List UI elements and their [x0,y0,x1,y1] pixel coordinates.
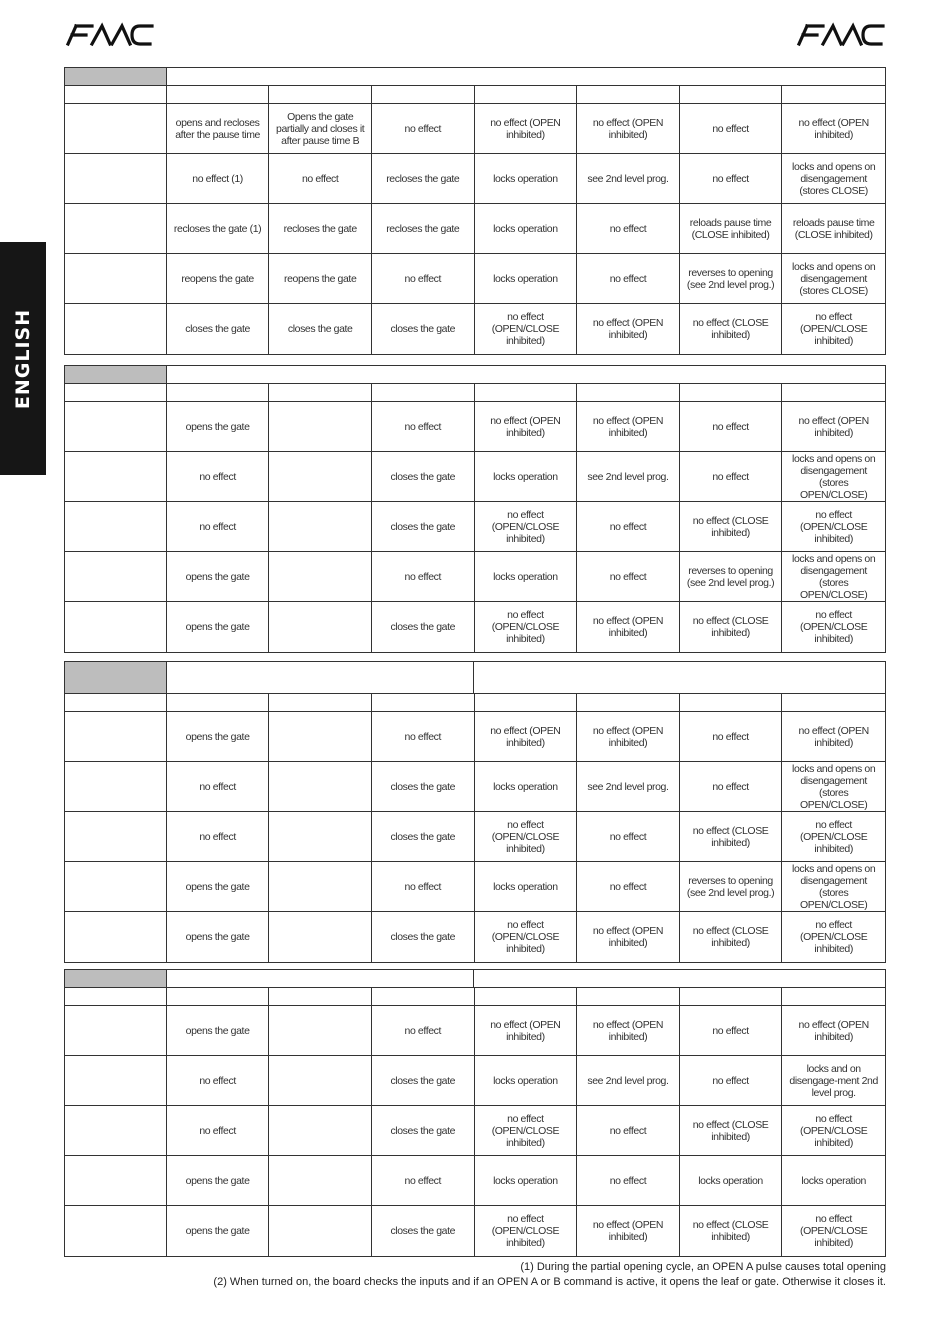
logic-table-2 [64,365,886,653]
table-cell: locks and opens on disengagement (stores CLOSE) [792,260,876,297]
table-cell: no effect [680,104,783,153]
table-cell [269,1056,372,1105]
table-cell [577,384,680,401]
table-cell [475,988,578,1005]
table-cell: opens the gate [167,402,270,451]
table-cell: closes the gate [372,304,475,354]
table-cell: no effect [577,552,680,601]
table-cell: no effect (OPEN/CLOSE inhibited) [475,912,578,962]
language-side-tab [0,242,46,475]
table-cell: no effect [372,254,475,303]
table-cell: locks operation [475,154,578,203]
table-cell: no effect [167,812,270,861]
table-cell: no effect (OPEN/CLOSE inhibited) [475,1106,578,1155]
table-cell: locks and opens on disengagement (stores OPEN/CLOSE) [792,762,876,811]
table-cell [65,988,167,1005]
faac-logo-left [62,18,157,50]
table-cell [269,988,372,1005]
table-cell [269,602,372,652]
table-cell: closes the gate [167,304,270,354]
table-cell: no effect (OPEN/CLOSE inhibited) [799,818,868,855]
table-cell [269,502,372,551]
table-row [65,912,885,962]
table-cell: no effect [577,254,680,303]
table-cell: no effect (CLOSE inhibited) [680,502,783,551]
table-cell: closes the gate [269,304,372,354]
table-cell: no effect [372,402,475,451]
table-cell: no effect [577,502,680,551]
table-cell: see 2nd level prog. [577,762,680,811]
table-cell: no effect [372,1006,475,1055]
table-row [65,602,885,652]
table-cell [782,384,885,401]
table-cell: closes the gate [372,812,475,861]
table-cell [577,988,680,1005]
table-cell: reverses to opening (see 2nd level prog.) [680,552,783,601]
table-cell [65,304,167,354]
table-row [65,1056,885,1106]
table-cell [680,384,783,401]
table-cell: no effect [372,862,475,911]
table-header [65,366,885,384]
table-cell [577,86,680,103]
table-cell [65,694,167,711]
table-cell: no effect [167,452,270,501]
table-cell: locks operation [475,452,578,501]
footnote-2: (2) When turned on, the board checks the inputs and if an OPEN A or B command is active, it opens the leaf or gate. Otherwise it closes it. [213,1276,886,1288]
table-cell [269,912,372,962]
table-cell [782,988,885,1005]
table-cell: see 2nd level prog. [577,1056,680,1105]
table-cell [269,402,372,451]
table-row [65,552,885,602]
table-cell: no effect [269,154,372,203]
table-cell [65,104,167,153]
table-cell: no effect (OPEN/CLOSE inhibited) [799,508,868,545]
table-cell: no effect [167,502,270,551]
table-cell [269,1206,372,1256]
table-cell: no effect (CLOSE inhibited) [680,304,783,354]
table-cell: no effect (CLOSE inhibited) [680,812,783,861]
table-cell: recloses the gate (1) [167,204,270,253]
table-row [65,1006,885,1056]
table-cell: no effect [577,862,680,911]
table-cell: opens the gate [167,602,270,652]
table-cell [65,762,167,811]
table-cell [269,552,372,601]
table-row [65,402,885,452]
table-cell: no effect (OPEN/CLOSE inhibited) [799,609,868,645]
table-cell [782,86,885,103]
table-cell: opens the gate [167,912,270,962]
table-cell: no effect [577,1106,680,1155]
table-cell: no effect (OPEN/CLOSE inhibited) [475,502,578,551]
table-cell [65,1006,167,1055]
table-cell [372,384,475,401]
table-cell [65,602,167,652]
table-cell: opens the gate [167,1156,270,1205]
table-cell [577,694,680,711]
table-cell: no effect (CLOSE inhibited) [680,602,783,652]
logic-table-1 [64,67,886,355]
table-cell [65,712,167,761]
table-row [65,502,885,552]
table-cell: closes the gate [372,762,475,811]
table-cell: see 2nd level prog. [577,154,680,203]
table-cell: no effect (CLOSE inhibited) [680,912,783,962]
table-cell: no effect [167,1056,270,1105]
table-cell [65,1106,167,1155]
table-cell: no effect [372,104,475,153]
table-cell: no effect (OPEN inhibited) [798,724,869,749]
table-cell: closes the gate [372,502,475,551]
table-cell: no effect [577,204,680,253]
table-cell [269,384,372,401]
table-cell: no effect (OPEN inhibited) [798,1018,869,1043]
table-cell: no effect (1) [167,154,270,203]
table-row [65,862,885,912]
table-cell: no effect (OPEN inhibited) [577,1006,680,1055]
table-cell: reopens the gate [269,254,372,303]
table-cell [269,712,372,761]
logic-table-3 [64,661,886,963]
table-cell [65,1056,167,1105]
table-cell: no effect [680,154,783,203]
table-cell [372,694,475,711]
table-row [65,1106,885,1156]
table-cell [475,694,578,711]
table-cell: recloses the gate [372,204,475,253]
table-cell: no effect (OPEN inhibited) [577,712,680,761]
table-cell: locks operation [475,1056,578,1105]
table-cell: no effect [372,712,475,761]
table-cell: no effect (OPEN/CLOSE inhibited) [799,919,868,955]
table-cell [680,988,783,1005]
table-cell [65,254,167,303]
table-cell [167,694,270,711]
table-cell: no effect [680,1006,783,1055]
table-cell: see 2nd level prog. [577,452,680,501]
table-cell [372,988,475,1005]
table-cell [167,86,270,103]
table-cell [65,204,167,253]
table-row [65,762,885,812]
table-cell: no effect [167,762,270,811]
table-cell: no effect [680,1056,783,1105]
table-row [65,204,885,254]
table-cell [65,812,167,861]
table-cell [269,1006,372,1055]
table-cell: no effect [680,712,783,761]
table-cell: locks and opens on disengagement (stores CLOSE) [792,160,876,197]
table-cell: no effect [680,402,783,451]
table-cell: no effect (CLOSE inhibited) [680,1106,783,1155]
table-cell: no effect (OPEN inhibited) [475,1006,578,1055]
table-cell: closes the gate [372,1056,475,1105]
table-cell [167,988,270,1005]
table-cell [269,812,372,861]
table-cell: no effect (OPEN/CLOSE inhibited) [799,1112,868,1149]
table-header [65,662,885,694]
table-cell: no effect [372,552,475,601]
faac-logo-right [793,18,888,50]
table-cell: reverses to opening (see 2nd level prog.) [680,862,783,911]
table-row [65,1206,885,1256]
table-cell: opens the gate [167,862,270,911]
table-cell: recloses the gate [372,154,475,203]
table-cell: Opens the gate partially and closes it after pause time B [269,104,372,153]
table-cell [372,86,475,103]
table-cell [269,862,372,911]
table-cell: no effect (OPEN inhibited) [577,1206,680,1256]
table-cell: locks operation [475,254,578,303]
table-header [65,970,885,988]
table-row [65,452,885,502]
table-cell [65,1206,167,1256]
column-header-row [65,86,885,104]
table-cell [65,452,167,501]
table-cell: no effect (OPEN inhibited) [577,402,680,451]
table-cell [680,694,783,711]
table-cell [269,762,372,811]
footnote-1: (1) During the partial opening cycle, an OPEN A pulse causes total opening [520,1261,886,1273]
table-cell: no effect [577,812,680,861]
table-row [65,254,885,304]
column-header-row [65,988,885,1006]
table-cell: no effect (OPEN inhibited) [475,402,578,451]
table-cell: closes the gate [372,912,475,962]
table-cell [680,86,783,103]
table-cell: no effect (OPEN inhibited) [577,602,680,652]
table-cell: no effect (OPEN inhibited) [475,104,578,153]
table-cell: locks operation [475,552,578,601]
table-cell: no effect (OPEN/CLOSE inhibited) [475,1206,578,1256]
table-cell: locks and opens on disengagement (stores OPEN/CLOSE) [792,552,876,601]
table-cell: no effect (OPEN/CLOSE inhibited) [475,812,578,861]
table-cell [65,154,167,203]
table-cell: opens the gate [167,1006,270,1055]
table-row [65,304,885,354]
column-header-row [65,694,885,712]
table-cell: no effect (OPEN inhibited) [798,116,869,141]
table-row [65,712,885,762]
table-cell: no effect (OPEN/CLOSE inhibited) [799,1213,868,1249]
table-cell: reopens the gate [167,254,270,303]
table-cell: locks operation [680,1156,783,1205]
table-cell: no effect (OPEN inhibited) [577,304,680,354]
table-cell [65,402,167,451]
language-label: ENGLISH [12,308,34,409]
table-cell [269,1106,372,1155]
table-cell: closes the gate [372,452,475,501]
table-header [65,68,885,86]
table-cell [475,86,578,103]
logic-table-4 [64,969,886,1257]
table-cell: no effect (OPEN/CLOSE inhibited) [475,602,578,652]
table-cell [65,384,167,401]
table-cell [65,862,167,911]
table-cell: no effect [167,1106,270,1155]
table-cell: no effect (OPEN/CLOSE inhibited) [475,304,578,354]
table-cell [65,1156,167,1205]
table-cell: closes the gate [372,602,475,652]
table-cell: opens the gate [167,1206,270,1256]
table-cell: no effect (OPEN/CLOSE inhibited) [799,311,868,347]
table-cell: opens the gate [167,552,270,601]
table-row [65,154,885,204]
table-cell: opens and recloses after the pause time [167,104,270,153]
table-cell: no effect [577,1156,680,1205]
table-cell: no effect (OPEN inhibited) [798,414,869,439]
table-cell [65,502,167,551]
table-cell: no effect (OPEN inhibited) [577,912,680,962]
table-cell: locks operation [475,1156,578,1205]
table-cell [269,86,372,103]
table-cell: locks operation [475,762,578,811]
table-cell: locks operation [475,204,578,253]
table-row [65,1156,885,1206]
table-cell [65,552,167,601]
table-cell [269,694,372,711]
table-cell: reverses to opening (see 2nd level prog.) [680,254,783,303]
table-cell: no effect [372,1156,475,1205]
table-cell [65,912,167,962]
table-cell: no effect (OPEN inhibited) [577,104,680,153]
table-cell: locks and opens on disengagement (stores OPEN/CLOSE) [792,452,876,501]
table-row [65,812,885,862]
table-cell [269,1156,372,1205]
table-cell: no effect [680,762,783,811]
table-cell [167,384,270,401]
table-cell: locks operation [801,1174,866,1187]
table-cell: closes the gate [372,1106,475,1155]
table-cell: no effect (OPEN inhibited) [475,712,578,761]
table-cell [475,384,578,401]
table-cell [269,452,372,501]
column-header-row [65,384,885,402]
table-cell: no effect (CLOSE inhibited) [680,1206,783,1256]
table-cell: opens the gate [167,712,270,761]
table-cell: locks and opens on disengagement (stores OPEN/CLOSE) [792,862,876,911]
table-cell: locks operation [475,862,578,911]
table-cell: closes the gate [372,1206,475,1256]
table-cell: recloses the gate [269,204,372,253]
table-cell [782,694,885,711]
table-cell: locks and on disengage-ment 2nd level prog. [789,1062,878,1099]
table-cell: reloads pause time (CLOSE inhibited) [792,216,875,241]
table-row [65,104,885,154]
table-cell: no effect [680,452,783,501]
table-cell: reloads pause time (CLOSE inhibited) [680,204,783,253]
table-cell [65,86,167,103]
